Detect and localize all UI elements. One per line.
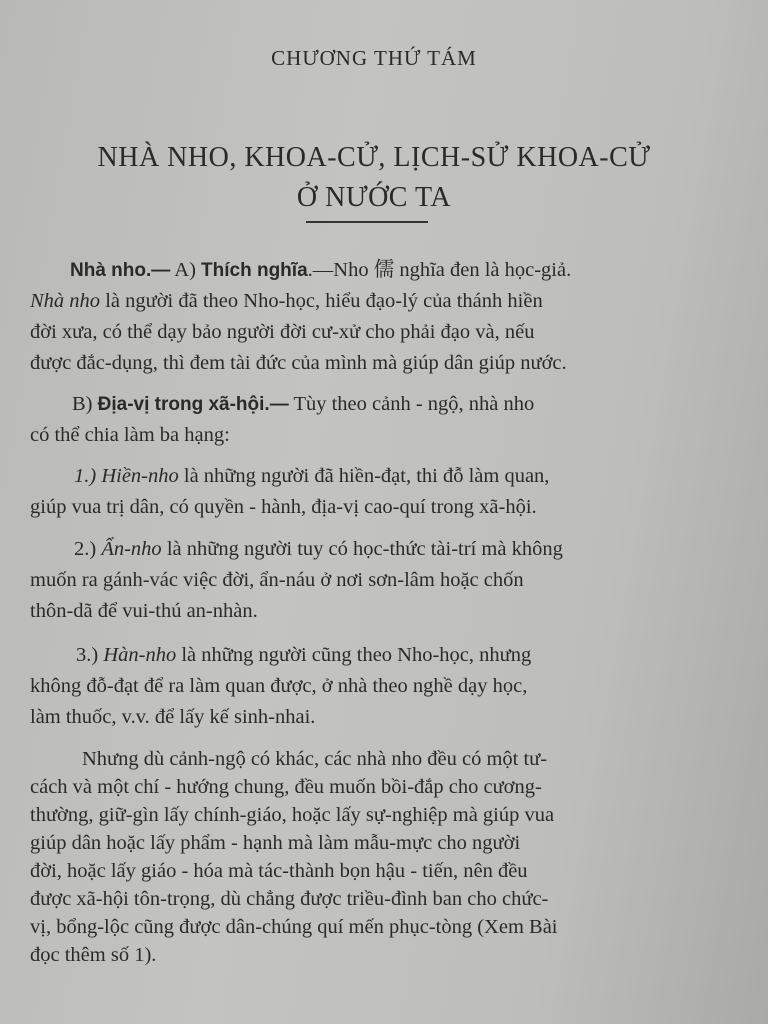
term: Hàn-nho xyxy=(103,644,177,666)
para2-line-1 xyxy=(30,389,722,420)
chapter-title xyxy=(0,138,748,218)
paragraph-hien-nho xyxy=(30,461,722,523)
para1-line-1 xyxy=(30,255,722,286)
para5-line-3: làm thuốc, v.v. để lấy kế sinh-nhai. xyxy=(30,706,316,728)
title-line-2: Ở NƯỚC TA xyxy=(296,182,452,213)
para2-line-2: có thể chia làm ba hạng: xyxy=(30,424,230,446)
term: Ẩn-nho xyxy=(101,538,162,560)
para4-line-2: muốn ra gánh-vác việc đời, ẩn-náu ở nơi sơn-lâm hoặc chốn xyxy=(30,569,524,591)
heading-dia-vi: Địa-vị trong xã-hội.— xyxy=(97,394,289,415)
number: 3.) xyxy=(76,644,104,666)
number: 2.) xyxy=(74,538,102,560)
text: là những người tuy có học-thức tài-trí mà không xyxy=(161,538,563,560)
text: B) xyxy=(72,393,98,415)
paragraph-an-nho xyxy=(30,534,722,627)
paragraph-conclusion xyxy=(30,745,722,969)
text: .—Nho 儒 nghĩa đen là học-giả. xyxy=(307,259,572,281)
para6-line-1: Nhưng dù cảnh-ngộ có khác, các nhà nho đều có một tư- xyxy=(82,748,548,770)
para4-line-3: thôn-dã để vui-thú an-nhàn. xyxy=(30,600,258,622)
para1-line-3: đời xưa, có thể dạy bảo người đời cư-xử cho phải đạo và, nếu xyxy=(30,321,535,343)
paragraph-social-position xyxy=(30,389,722,451)
para6-line-5: đời, hoặc lấy giáo - hóa mà tác-thành bọn hậu - tiến, nên đều xyxy=(30,860,528,882)
para1-line-4: được đắc-dụng, thì đem tài đức của mình mà giúp dân giúp nước. xyxy=(30,352,567,374)
term: Hiền-nho xyxy=(101,465,179,487)
title-line-1: NHÀ NHO, KHOA-CỬ, LỊCH-SỬ KHOA-CỬ xyxy=(97,142,651,173)
term: Nhà nho xyxy=(30,290,101,312)
text: A) xyxy=(170,259,202,281)
number: 1.) xyxy=(74,465,102,487)
para6-line-7: vị, bổng-lộc cũng được dân-chúng quí mến phục-tòng (Xem Bài xyxy=(30,916,558,938)
text: là những người đã hiền-đạt, thi đỗ làm quan, xyxy=(178,465,550,487)
chapter-heading: CHƯƠNG THỨ TÁM xyxy=(271,46,477,70)
para6-line-3: thường, giữ-gìn lấy chính-giáo, hoặc lấy sự-nghiệp mà giúp vua xyxy=(30,804,555,826)
para6-line-6: được xã-hội tôn-trọng, dù chẳng được triều-đình ban cho chức- xyxy=(30,888,549,910)
para6-line-8: đọc thêm số 1). xyxy=(30,944,157,966)
para3-line-1 xyxy=(30,461,722,492)
para5-line-1 xyxy=(30,640,722,671)
heading-thich-nghia: Thích nghĩa xyxy=(201,260,308,281)
title-underline xyxy=(306,221,428,223)
para6-line-2: cách và một chí - hướng chung, đều muốn bồi-đắp cho cương- xyxy=(30,776,542,798)
para5-line-2: không đỗ-đạt để ra làm quan được, ở nhà theo nghề dạy học, xyxy=(30,675,528,697)
paragraph-han-nho xyxy=(30,640,722,733)
para4-line-1 xyxy=(30,534,722,565)
text: là người đã theo Nho-học, hiểu đạo-lý của thánh hiền xyxy=(100,290,543,312)
para6-line-4: giúp dân hoặc lấy phẩm - hạnh mà làm mẫu-mực cho người xyxy=(30,832,521,854)
para3-line-2: giúp vua trị dân, có quyền - hành, địa-vị cao-quí trong xã-hội. xyxy=(30,496,537,518)
heading-nha-nho: Nhà nho.— xyxy=(70,260,171,281)
text: là những người cũng theo Nho-học, nhưng xyxy=(176,644,532,666)
para1-line-2 xyxy=(30,286,722,317)
text: Tùy theo cảnh - ngộ, nhà nho xyxy=(288,393,535,415)
paragraph-definition xyxy=(30,255,722,379)
